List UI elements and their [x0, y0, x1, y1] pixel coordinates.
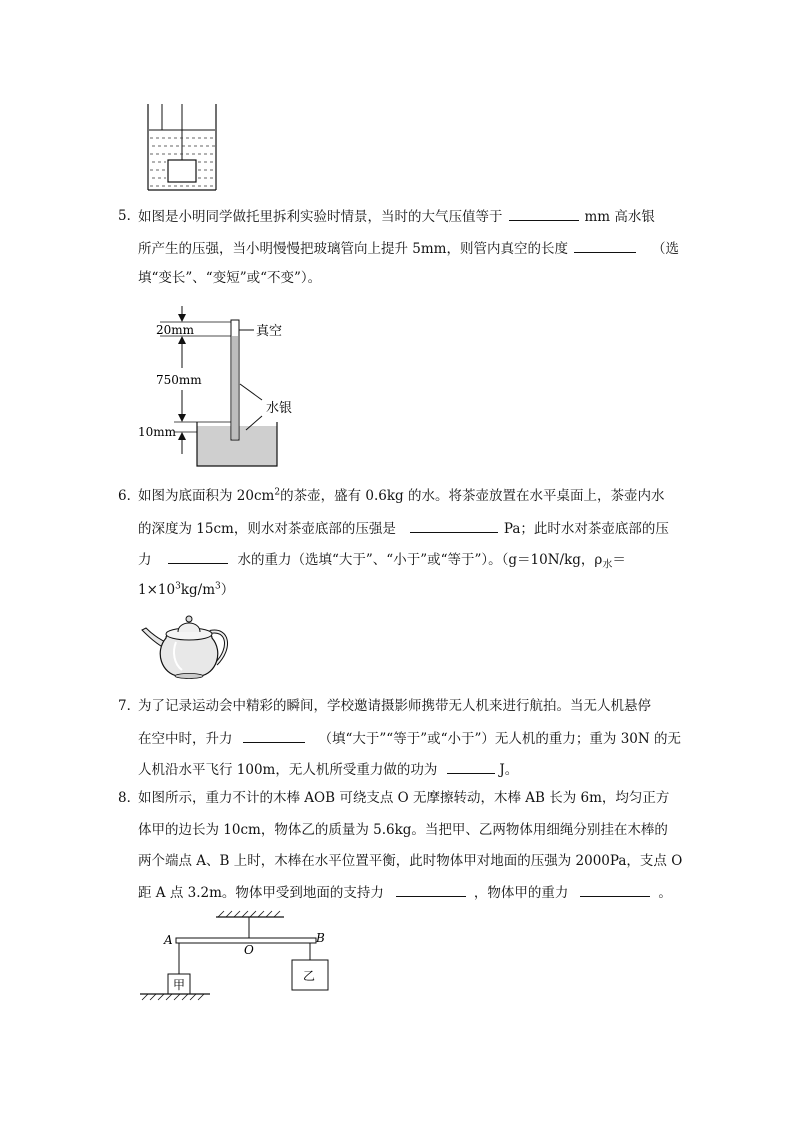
label-10mm: 10mm — [138, 425, 177, 439]
q8-text: ，物体甲的重力 — [473, 885, 569, 901]
q6-line-4 — [138, 580, 234, 600]
q5-text: mm 高水银 — [584, 209, 655, 225]
q8-text: 距 A 点 3.2m。物体甲受到地面的支持力 — [138, 885, 384, 901]
beaker-figure — [140, 100, 230, 195]
lever-figure — [138, 910, 338, 1010]
q7-line-1 — [138, 696, 651, 716]
q6-line-3 — [138, 549, 626, 570]
q5-text: （选 — [651, 241, 679, 257]
q7-line-3 — [138, 759, 518, 780]
q5-text: 所产生的压强，当小明慢慢把玻璃管向上提升 5mm，则管内真空的长度 — [138, 241, 568, 257]
q5-blank-1[interactable] — [509, 206, 579, 221]
q6-sup: 3 — [215, 581, 221, 592]
label-20mm: 20mm — [156, 323, 195, 337]
q5-text: 填“变长”、“变短”或“不变”）。 — [138, 270, 322, 286]
label-yi: 乙 — [303, 969, 316, 983]
teapot-figure — [140, 608, 235, 683]
q6-line-2 — [138, 518, 669, 539]
q8-text: 。 — [658, 885, 672, 901]
q7-text: 在空中时，升力 — [138, 731, 233, 747]
q8-text: 两个端点 A、B 上时，木棒在水平位置平衡，此时物体甲对地面的压强为 2000Pa，支点 O — [138, 853, 683, 869]
label-O: O — [244, 943, 254, 957]
q6-sup: 2 — [274, 487, 281, 498]
label-mercury: 水银 — [266, 401, 293, 416]
q8-text: 如图所示，重力不计的木棒 AOB 可绕支点 O 无摩擦转动，木棒 AB 长为 6m，均匀正方 — [138, 790, 670, 806]
q8-number: 8． — [118, 790, 141, 806]
q5-line-2 — [138, 238, 679, 259]
q5-blank-2[interactable] — [574, 238, 636, 253]
q7-text: 人机沿水平飞行 100m，无人机所受重力做的功为 — [138, 762, 438, 778]
q6-text: Pa；此时水对茶壶底部的压 — [503, 521, 669, 537]
q6-number: 6． — [118, 488, 141, 504]
q8-line-3 — [138, 851, 682, 871]
q8-line-1 — [138, 788, 669, 808]
q7-number: 7． — [118, 698, 141, 714]
q8-line-2 — [138, 820, 668, 840]
q6-line-1 — [138, 486, 664, 506]
q7-blank-1[interactable] — [243, 728, 305, 743]
q6-text: 力 — [138, 552, 152, 568]
label-750mm: 750mm — [156, 373, 202, 387]
q8-text: 体甲的边长为 10cm，物体乙的质量为 5.6kg。当把甲、乙两物体用细绳分别挂在木棒的 — [138, 822, 668, 838]
q8-blank-1[interactable] — [396, 882, 466, 897]
q6-text: 的茶壶，盛有 0.6kg 的水。将茶壶放置在水平桌面上，茶壶内水 — [280, 488, 665, 504]
q6-sub: 水 — [602, 559, 613, 571]
q5-line-3 — [138, 268, 321, 288]
q6-text: 如图为底面积为 20cm — [138, 488, 275, 504]
q8-blank-2[interactable] — [580, 882, 650, 897]
q7-text: （填“大于”“等于”或“小于”）无人机的重力；重为 30N 的无 — [318, 731, 681, 747]
label-jia: 甲 — [173, 978, 186, 992]
q8-line-4 — [138, 882, 672, 903]
q6-text: kg/m — [180, 582, 215, 598]
q7-text: 为了记录运动会中精彩的瞬间，学校邀请摄影师携带无人机来进行航拍。当无人机悬停 — [138, 698, 651, 714]
q7-text: J。 — [499, 762, 519, 778]
q5-text: 如图是小明同学做托里拆利实验时情景，当时的大气压值等于 — [138, 209, 503, 225]
q5-line-1 — [138, 206, 655, 227]
q7-blank-2[interactable] — [447, 759, 495, 774]
q6-text: 的深度为 15cm，则水对茶壶底部的压强是 — [138, 521, 396, 537]
q6-text: ＝ — [612, 552, 626, 568]
label-vacuum: 真空 — [256, 324, 283, 339]
label-B: B — [316, 931, 325, 945]
q6-sup: 3 — [175, 581, 181, 592]
q7-line-2 — [138, 728, 681, 749]
torricelli-figure — [134, 304, 304, 470]
q6-blank-1[interactable] — [410, 518, 498, 533]
q6-text: ） — [220, 582, 235, 598]
q6-text: 1×10 — [138, 582, 176, 598]
q5-number: 5． — [118, 208, 141, 224]
q6-text: 水的重力（选填“大于”、“小于”或“等于”）。（g＝10N/kg，ρ — [237, 552, 603, 568]
label-A: A — [164, 933, 173, 947]
q6-blank-2[interactable] — [168, 549, 228, 564]
